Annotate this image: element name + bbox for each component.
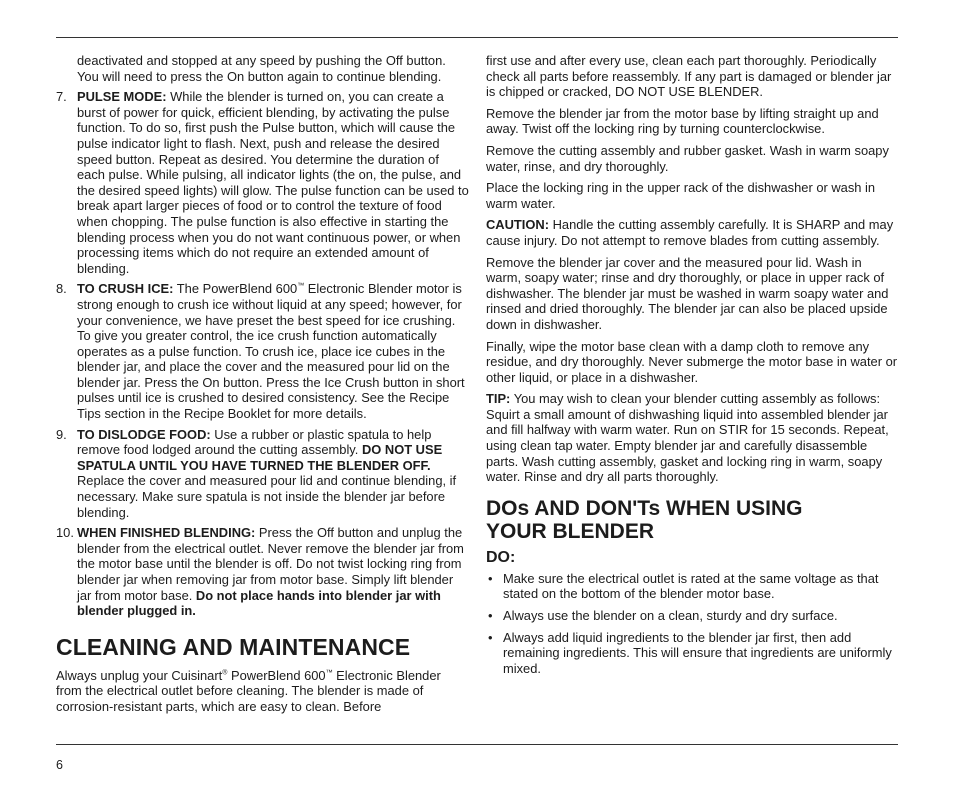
cleaning-paragraph: Finally, wipe the motor base clean with a damp cloth to remove any residue, and dry thoroughly. Never submerge the motor base in water or other liquid, or place in a dishwasher. bbox=[486, 338, 898, 385]
page-number: 6 bbox=[56, 758, 63, 772]
right-column bbox=[486, 53, 900, 682]
bullet-icon: • bbox=[488, 629, 493, 645]
heading-line: DOs AND DON'Ts WHEN USING bbox=[486, 496, 803, 520]
caution-text: Handle the cutting assembly carefully. It is SHARP and may cause injury. Do not attempt to remove blades from cutting assembly. bbox=[486, 217, 894, 248]
item-warning: DO NOT USE SPATULA UNTIL YOU HAVE TURNED THE BLENDER OFF. bbox=[77, 442, 443, 473]
item-text: Electronic Blender motor is strong enough to crush ice without liquid at any speed; however, for your convenience, we have preset the best speed for ice crushing. To give you greater control, the ice crush function automatically operates as a pulse function. To crush ice, place ice cubes in the blender jar, and place the cover and the measured pour lid on the blender jar. Press the On button. Press the Ice Crush button in short pulses until ice is crushed to desired consistency. See the Recipe Tips section in the Recipe Booklet for more details. bbox=[77, 281, 465, 422]
bullet-icon: • bbox=[488, 608, 493, 624]
cleaning-intro bbox=[56, 668, 470, 715]
cleaning-paragraph: Remove the blender jar from the motor base by lifting straight up and away. Twist off the locking ring by turning counterclockwise. bbox=[486, 105, 879, 137]
item-label: TO CRUSH ICE: bbox=[77, 281, 174, 297]
list-item-text: Make sure the electrical outlet is rated at the same voltage as that stated on the bottom of the blender motor base. bbox=[503, 570, 879, 602]
heading-line: YOUR BLENDER bbox=[486, 519, 655, 543]
trademark-symbol: ™ bbox=[297, 283, 305, 291]
item-number: 9. bbox=[56, 426, 67, 442]
dos-donts-heading bbox=[486, 497, 900, 543]
cleaning-paragraph: Remove the blender jar cover and the measured pour lid. Wash in warm, soapy water; rinse and dry thoroughly, or place in upper rack of dishwasher. The blender jar must be washed in warm soapy water and rinsed and dried thoroughly. The blender jar can also be placed upside down in dishwasher. bbox=[486, 254, 889, 332]
item-text: The PowerBlend 600 bbox=[173, 281, 298, 297]
cleaning-paragraph: first use and after every use, clean each part thoroughly. Periodically check all parts before reassembly. If any part is damaged or blender jar is chipped or cracked, DO NOT USE BLENDER. bbox=[486, 53, 892, 100]
instruction-item-dislodge-food bbox=[56, 427, 470, 521]
cleaning-paragraph: Place the locking ring in the upper rack of the dishwasher or wash in warm water. bbox=[486, 180, 876, 211]
continuation-text: deactivated and stopped at any speed by pushing the Off button. You will need to press the On button again to continue blending. bbox=[77, 53, 446, 84]
item-label: WHEN FINISHED BLENDING: bbox=[77, 525, 256, 541]
instruction-item-crush-ice bbox=[56, 281, 470, 421]
registered-symbol: ® bbox=[222, 669, 228, 677]
list-item bbox=[486, 608, 900, 624]
trademark-symbol: ™ bbox=[325, 669, 333, 677]
tip-label: TIP: bbox=[486, 391, 511, 407]
item-number: 10. bbox=[56, 525, 74, 541]
intro-text: Electronic Blender from the electrical outlet before cleaning. The blender is made of corrosion-resistant parts, which are easy to clean. Before bbox=[56, 667, 441, 714]
left-column bbox=[56, 53, 470, 721]
item-number: 7. bbox=[56, 89, 67, 105]
item-number: 8. bbox=[56, 281, 67, 297]
caution-paragraph bbox=[486, 217, 900, 248]
cleaning-heading: CLEANING AND MAINTENANCE bbox=[56, 633, 411, 660]
item-label: TO DISLODGE FOOD: bbox=[77, 426, 211, 442]
item-text: Use a rubber or plastic spatula to help remove food lodged around the cutting assembly. bbox=[77, 426, 432, 458]
tip-text: You may wish to clean your blender cutting assembly as follows: Squirt a small amount of dishwashing liquid into assembled blender jar and fill halfway with warm water. Run on STIR for 15 seconds. Repeat, using clean tap water. Empty blender jar and carefully disassemble parts. Wash cutting assembly, gasket and locking ring in warm, soapy water. Rinse and dry all parts thoroughly. bbox=[486, 391, 889, 485]
intro-text: PowerBlend 600 bbox=[227, 667, 326, 683]
list-item bbox=[486, 630, 900, 677]
instruction-item-pulse-mode bbox=[56, 89, 470, 276]
item-text: Replace the cover and measured pour lid and continue blending, if necessary. Make sure spatula is not inside the blender jar before blending. bbox=[77, 473, 457, 520]
list-item bbox=[486, 571, 900, 602]
top-rule bbox=[56, 37, 898, 38]
list-item-text: Always add liquid ingredients to the blender jar first, then add remaining ingredients. This will ensure that ingredients are uniformly mixed. bbox=[503, 629, 892, 676]
item-label: PULSE MODE: bbox=[77, 89, 167, 105]
cleaning-paragraph: Remove the cutting assembly and rubber gasket. Wash in warm soapy water, rinse, and dry thoroughly. bbox=[486, 142, 889, 174]
do-subheading: DO: bbox=[486, 548, 516, 566]
instruction-item-finished-blending bbox=[56, 525, 470, 619]
caution-label: CAUTION: bbox=[486, 217, 550, 233]
list-item-text: Always use the blender on a clean, sturdy and dry surface. bbox=[503, 608, 838, 624]
do-list bbox=[486, 571, 900, 677]
item-warning: Do not place hands into blender jar with blender plugged in. bbox=[77, 587, 441, 619]
intro-text: Always unplug your Cuisinart bbox=[56, 667, 223, 683]
bullet-icon: • bbox=[488, 570, 493, 586]
tip-paragraph bbox=[486, 391, 900, 485]
item-text: Press the Off button and unplug the blender from the electrical outlet. Never remove the blender jar from the motor base until the blender is off. Do not twist locking ring from blender jar when removing jar from motor base. Simply lift blender jar from motor base. bbox=[77, 525, 464, 603]
item-text: While the blender is turned on, you can create a burst of power for quick, efficient blending, by activating the pulse function. To do so, first push the Pulse button, which will cause the pulse indicator light to flash. Next, push and release the desired speed button. Repeat as desired. You determine the duration of each pulse. While pulsing, all indicator lights (the on, the pulse, and the desired speed lights) will glow. The pulse function can be used to break apart larger pieces of food or to control the texture of food when chopping. The pulse function is also effective in starting the blending process when you do not want continuous power, or when processing items which do not require an extended amount of blending. bbox=[77, 89, 469, 276]
bottom-rule bbox=[56, 744, 898, 745]
